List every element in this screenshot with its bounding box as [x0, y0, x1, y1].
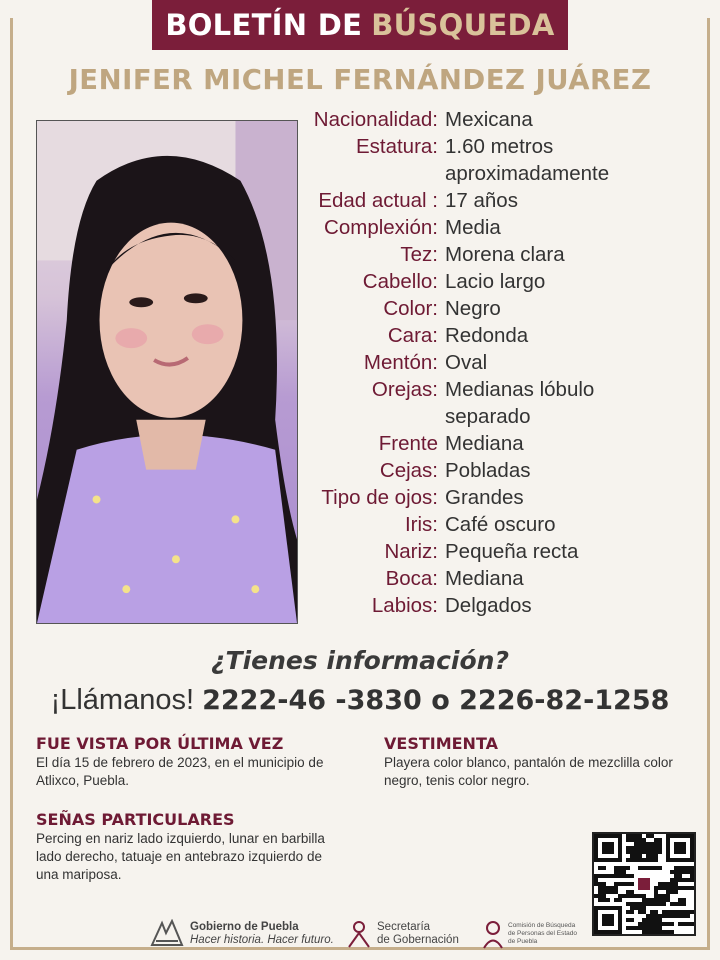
com-line2: de Personas del Estado [508, 930, 578, 937]
header-title-left: BOLETÍN DE [165, 8, 363, 42]
attribute-value: Pequeña recta [445, 540, 579, 563]
bulletin-header [152, 0, 568, 50]
qr-code[interactable] [592, 832, 696, 936]
attribute-label: Cara: [387, 324, 438, 347]
attribute-row [302, 322, 712, 349]
attribute-row [302, 106, 712, 133]
attribute-label: Labios: [371, 594, 438, 617]
gov-name: Gobierno de Puebla [190, 921, 299, 933]
com-line1: Comisión de Búsqueda [508, 922, 576, 929]
attribute-label: Estatura: [355, 135, 438, 158]
attribute-row [302, 268, 712, 295]
attribute-row [302, 484, 712, 511]
attribute-label: Orejas: [371, 378, 438, 401]
attribute-label: Cejas: [379, 459, 438, 482]
attribute-value: Grandes [445, 486, 524, 509]
call-line [0, 684, 720, 717]
attribute-value: 17 años [445, 189, 518, 212]
logo-gobierno-puebla [150, 914, 334, 954]
sec-line2: de Gobernación [377, 934, 459, 946]
attribute-value: Oval [445, 351, 488, 374]
attribute-value: Mediana [445, 567, 524, 590]
physical-description-list [302, 106, 712, 619]
attribute-value: Media [445, 216, 501, 239]
marks-text: Percing en nariz lado izquierdo, lunar en barbilla lado derecho, tatuaje en antebrazo izquierdo de una mariposa. [36, 831, 325, 882]
attribute-row [302, 349, 712, 376]
attribute-row [302, 538, 712, 565]
attribute-label: Nacionalidad: [313, 108, 438, 131]
attribute-row [302, 457, 712, 484]
attribute-row [302, 214, 712, 241]
comision-emblem-icon [482, 919, 504, 949]
secretaria-emblem-icon [346, 919, 372, 949]
clothing-text: Playera color blanco, pantalón de mezclilla color negro, tenis color negro. [384, 755, 673, 788]
attribute-label: Edad actual : [318, 189, 438, 212]
attribute-row [302, 241, 712, 268]
gov-slogan: Hacer historia. Hacer futuro. [190, 934, 334, 946]
qr-code-icon [594, 834, 694, 934]
person-portrait-illustration [37, 121, 297, 623]
attribute-value: Mexicana [445, 108, 533, 131]
missing-person-photo [36, 120, 298, 624]
last-seen-text: El día 15 de febrero de 2023, en el municipio de Atlixco, Puebla. [36, 755, 324, 788]
attribute-label: Iris: [404, 513, 438, 536]
attribute-row [302, 295, 712, 322]
attribute-label: Tez: [400, 243, 438, 266]
attribute-value: Mediana [445, 432, 524, 455]
attribute-row [302, 187, 712, 214]
attribute-row [302, 133, 712, 187]
attribute-value: Redonda [445, 324, 529, 347]
attribute-label: Boca: [385, 567, 438, 590]
attribute-label: Complexión: [324, 216, 438, 239]
logo-comision-busqueda [482, 914, 577, 954]
attribute-label: Color: [383, 297, 438, 320]
attribute-value: 1.60 metros aproximadamente [445, 135, 610, 185]
clothing-title: VESTIMENTA [384, 734, 498, 753]
attribute-label: Tipo de ojos: [321, 486, 438, 509]
attribute-row [302, 592, 712, 619]
com-line3: de Puebla [508, 938, 538, 945]
attribute-label: Cabello: [362, 270, 438, 293]
attribute-label: Nariz: [384, 540, 438, 563]
attribute-row [302, 430, 712, 457]
attribute-value: Delgados [445, 594, 532, 617]
attribute-label: Frente [378, 432, 438, 455]
attribute-value: Morena clara [445, 243, 565, 266]
attribute-row [302, 565, 712, 592]
missing-person-name: JENIFER MICHEL FERNÁNDEZ JUÁREZ [68, 64, 652, 96]
attribute-label: Mentón: [363, 351, 438, 374]
sec-line1: Secretaría [377, 921, 431, 933]
attribute-value: Café oscuro [445, 513, 556, 536]
marks-title: SEÑAS PARTICULARES [36, 810, 235, 829]
puebla-government-emblem-icon [150, 919, 184, 949]
last-seen-title: FUE VISTA POR ÚLTIMA VEZ [36, 734, 284, 753]
attribute-value: Pobladas [445, 459, 531, 482]
phone-numbers[interactable]: 2222-46 -3830 o 2226-82-1258 [202, 685, 670, 716]
attribute-row [302, 376, 712, 430]
info-question: ¿Tienes información? [211, 646, 509, 675]
attribute-row [302, 511, 712, 538]
attribute-value: Lacio largo [445, 270, 546, 293]
attribute-value: Medianas lóbulo separado [445, 378, 595, 428]
header-title-right: BÚSQUEDA [371, 8, 555, 42]
logo-secretaria-gobernacion [346, 914, 459, 954]
attribute-value: Negro [445, 297, 501, 320]
call-label: ¡Llámanos! [50, 684, 195, 716]
